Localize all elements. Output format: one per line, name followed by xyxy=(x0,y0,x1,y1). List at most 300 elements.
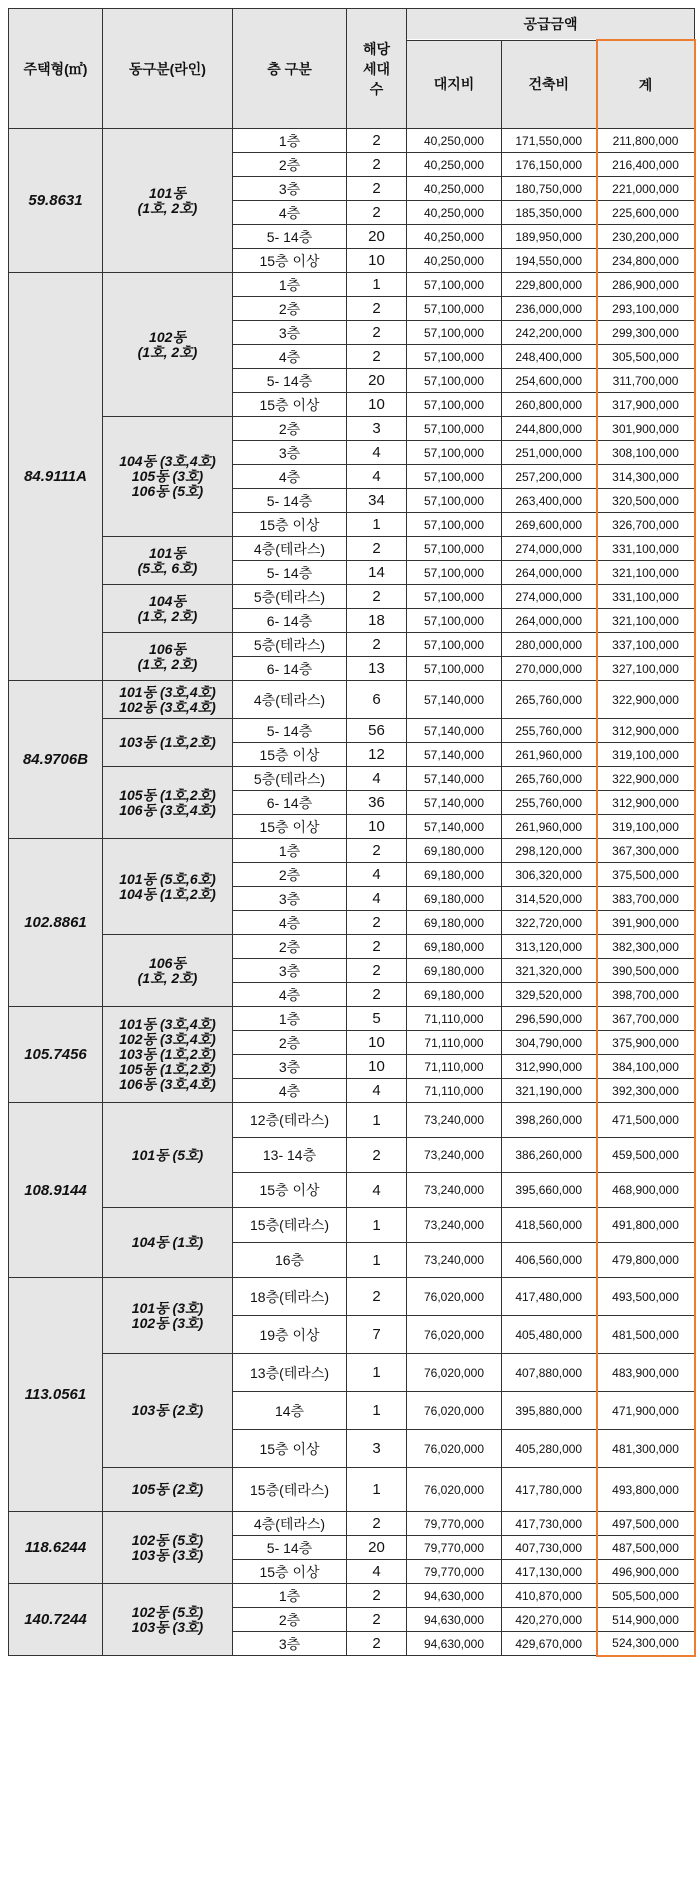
total-price-cell: 321,100,000 xyxy=(597,609,695,633)
floor-cell: 15층 이상 xyxy=(233,1560,347,1584)
land-cost-cell: 79,770,000 xyxy=(407,1536,502,1560)
building-cost-cell: 185,350,000 xyxy=(502,201,597,225)
building-cost-cell: 264,000,000 xyxy=(502,609,597,633)
floor-cell: 2층 xyxy=(233,1031,347,1055)
land-cost-cell: 76,020,000 xyxy=(407,1354,502,1392)
total-price-cell: 314,300,000 xyxy=(597,465,695,489)
building-cost-cell: 171,550,000 xyxy=(502,129,597,153)
dong-line-text: 104동 (3호,4호) xyxy=(119,453,216,469)
housing-type-cell: 102.8861 xyxy=(9,839,103,1007)
units-cell: 2 xyxy=(347,935,407,959)
dong-line-text: 102동 (5호) xyxy=(131,1531,204,1548)
units-cell: 2 xyxy=(347,177,407,201)
total-price-cell: 320,500,000 xyxy=(597,489,695,513)
land-cost-cell: 94,630,000 xyxy=(407,1584,502,1608)
building-cost-cell: 398,260,000 xyxy=(502,1103,597,1138)
dong-line-text: 103동 (2호) xyxy=(131,1402,204,1418)
dong-line-text: 105동 (3호) xyxy=(131,468,204,484)
floor-cell: 5- 14층 xyxy=(233,489,347,513)
dong-line-text: 106동 (3호,4호) xyxy=(119,801,216,818)
building-cost-cell: 265,760,000 xyxy=(502,681,597,719)
land-cost-cell: 69,180,000 xyxy=(407,839,502,863)
land-cost-cell: 94,630,000 xyxy=(407,1608,502,1632)
total-price-cell: 312,900,000 xyxy=(597,791,695,815)
units-cell: 4 xyxy=(347,1079,407,1103)
land-cost-cell: 69,180,000 xyxy=(407,887,502,911)
land-cost-cell: 69,180,000 xyxy=(407,959,502,983)
dong-line-text: 106동 (3호,4호) xyxy=(119,1076,216,1092)
dong-line-text: 103동 (3호) xyxy=(131,1546,204,1563)
floor-cell: 15층 이상 xyxy=(233,1173,347,1208)
total-price-cell: 331,100,000 xyxy=(597,537,695,561)
land-cost-cell: 73,240,000 xyxy=(407,1208,502,1243)
units-cell: 2 xyxy=(347,585,407,609)
floor-cell: 15층 이상 xyxy=(233,743,347,767)
land-cost-cell: 57,100,000 xyxy=(407,417,502,441)
building-cost-cell: 274,000,000 xyxy=(502,537,597,561)
units-cell: 10 xyxy=(347,1055,407,1079)
units-cell: 6 xyxy=(347,681,407,719)
dong-line-text: (1호, 2호) xyxy=(137,199,198,216)
land-cost-cell: 57,140,000 xyxy=(407,681,502,719)
total-price-cell: 305,500,000 xyxy=(597,345,695,369)
units-cell: 20 xyxy=(347,1536,407,1560)
building-cost-cell: 298,120,000 xyxy=(502,839,597,863)
land-cost-cell: 71,110,000 xyxy=(407,1007,502,1031)
units-cell: 4 xyxy=(347,441,407,465)
header-households-line: 수 xyxy=(369,80,384,97)
building-cost-cell: 417,730,000 xyxy=(502,1512,597,1536)
dong-line-text: 101동 (3호,4호) xyxy=(119,683,216,700)
total-price-cell: 293,100,000 xyxy=(597,297,695,321)
floor-cell: 6- 14층 xyxy=(233,657,347,681)
land-cost-cell: 57,100,000 xyxy=(407,537,502,561)
land-cost-cell: 69,180,000 xyxy=(407,911,502,935)
total-price-cell: 337,100,000 xyxy=(597,633,695,657)
floor-cell: 16층 xyxy=(233,1243,347,1278)
dong-line-cell xyxy=(103,1007,233,1103)
total-price-cell: 216,400,000 xyxy=(597,153,695,177)
building-cost-cell: 264,000,000 xyxy=(502,561,597,585)
building-cost-cell: 406,560,000 xyxy=(502,1243,597,1278)
total-price-cell: 483,900,000 xyxy=(597,1354,695,1392)
land-cost-cell: 57,100,000 xyxy=(407,633,502,657)
units-cell: 4 xyxy=(347,767,407,791)
dong-line-text: 101동 xyxy=(149,184,186,201)
building-cost-cell: 261,960,000 xyxy=(502,743,597,767)
floor-cell: 4층(테라스) xyxy=(233,681,347,719)
building-cost-cell: 418,560,000 xyxy=(502,1208,597,1243)
floor-cell: 3층 xyxy=(233,1055,347,1079)
total-price-cell: 367,700,000 xyxy=(597,1007,695,1031)
units-cell: 2 xyxy=(347,153,407,177)
floor-cell: 4층 xyxy=(233,465,347,489)
floor-cell: 5- 14층 xyxy=(233,225,347,249)
dong-line-text: 106동 (5호) xyxy=(131,483,204,499)
table-row xyxy=(9,839,695,863)
floor-cell: 15층(테라스) xyxy=(233,1468,347,1512)
land-cost-cell: 57,100,000 xyxy=(407,441,502,465)
building-cost-cell: 251,000,000 xyxy=(502,441,597,465)
dong-line-cell xyxy=(103,1468,233,1512)
total-price-cell: 327,100,000 xyxy=(597,657,695,681)
housing-type-cell: 84.9111A xyxy=(9,273,103,681)
dong-line-cell xyxy=(103,681,233,719)
dong-line-text: 103동 (1호,2호) xyxy=(119,734,216,750)
land-cost-cell: 57,100,000 xyxy=(407,561,502,585)
floor-cell: 5- 14층 xyxy=(233,719,347,743)
land-cost-cell: 57,100,000 xyxy=(407,321,502,345)
land-cost-cell: 73,240,000 xyxy=(407,1173,502,1208)
building-cost-cell: 180,750,000 xyxy=(502,177,597,201)
dong-line-text: 106동 xyxy=(149,954,186,971)
building-cost-cell: 304,790,000 xyxy=(502,1031,597,1055)
dong-line-text: 101동 (5호,6호) xyxy=(119,870,216,887)
land-cost-cell: 57,100,000 xyxy=(407,345,502,369)
units-cell: 3 xyxy=(347,417,407,441)
dong-line-cell xyxy=(103,417,233,537)
building-cost-cell: 329,520,000 xyxy=(502,983,597,1007)
units-cell: 2 xyxy=(347,1278,407,1316)
table-row xyxy=(9,1103,695,1138)
dong-line-text: 106동 xyxy=(149,640,186,657)
building-cost-cell: 386,260,000 xyxy=(502,1138,597,1173)
floor-cell: 4층(테라스) xyxy=(233,537,347,561)
total-price-cell: 375,500,000 xyxy=(597,863,695,887)
dong-line-cell xyxy=(103,585,233,633)
land-cost-cell: 40,250,000 xyxy=(407,177,502,201)
table-row xyxy=(9,633,695,657)
header-total: 계 xyxy=(597,40,695,129)
units-cell: 2 xyxy=(347,839,407,863)
dong-line-cell xyxy=(103,767,233,839)
land-cost-cell: 40,250,000 xyxy=(407,201,502,225)
dong-line-text: (5호, 6호) xyxy=(137,559,198,576)
dong-line-cell xyxy=(103,1208,233,1278)
land-cost-cell: 94,630,000 xyxy=(407,1632,502,1656)
land-cost-cell: 76,020,000 xyxy=(407,1316,502,1354)
building-cost-cell: 265,760,000 xyxy=(502,767,597,791)
land-cost-cell: 76,020,000 xyxy=(407,1392,502,1430)
units-cell: 4 xyxy=(347,887,407,911)
floor-cell: 19층 이상 xyxy=(233,1316,347,1354)
floor-cell: 5층(테라스) xyxy=(233,633,347,657)
dong-line-cell xyxy=(103,273,233,417)
units-cell: 18 xyxy=(347,609,407,633)
units-cell: 1 xyxy=(347,273,407,297)
total-price-cell: 321,100,000 xyxy=(597,561,695,585)
floor-cell: 15층 이상 xyxy=(233,249,347,273)
total-price-cell: 308,100,000 xyxy=(597,441,695,465)
land-cost-cell: 57,140,000 xyxy=(407,743,502,767)
units-cell: 2 xyxy=(347,537,407,561)
units-cell: 36 xyxy=(347,791,407,815)
dong-line-cell xyxy=(103,1512,233,1584)
units-cell: 10 xyxy=(347,393,407,417)
units-cell: 1 xyxy=(347,1354,407,1392)
units-cell: 7 xyxy=(347,1316,407,1354)
units-cell: 12 xyxy=(347,743,407,767)
table-row xyxy=(9,1468,695,1512)
units-cell: 2 xyxy=(347,911,407,935)
floor-cell: 13층(테라스) xyxy=(233,1354,347,1392)
units-cell: 2 xyxy=(347,321,407,345)
units-cell: 2 xyxy=(347,129,407,153)
land-cost-cell: 79,770,000 xyxy=(407,1512,502,1536)
building-cost-cell: 263,400,000 xyxy=(502,489,597,513)
floor-cell: 5- 14층 xyxy=(233,1536,347,1560)
total-price-cell: 505,500,000 xyxy=(597,1584,695,1608)
building-cost-cell: 405,480,000 xyxy=(502,1316,597,1354)
table-row xyxy=(9,1007,695,1031)
floor-cell: 4층 xyxy=(233,1079,347,1103)
dong-line-text: 102동 (3호,4호) xyxy=(119,698,216,715)
total-price-cell: 481,300,000 xyxy=(597,1430,695,1468)
building-cost-cell: 229,800,000 xyxy=(502,273,597,297)
header-dong-line: 동구분(라인) xyxy=(103,9,233,129)
table-row xyxy=(9,1278,695,1316)
dong-line-text: (1호, 2호) xyxy=(137,343,198,360)
table-row xyxy=(9,681,695,719)
dong-line-cell xyxy=(103,129,233,273)
units-cell: 4 xyxy=(347,465,407,489)
units-cell: 2 xyxy=(347,983,407,1007)
table-row xyxy=(9,129,695,153)
floor-cell: 2층 xyxy=(233,297,347,321)
land-cost-cell: 57,140,000 xyxy=(407,719,502,743)
header-households-line: 해당 xyxy=(362,40,391,57)
dong-line-text: 102동 (5호) xyxy=(131,1603,204,1620)
building-cost-cell: 313,120,000 xyxy=(502,935,597,959)
total-price-cell: 491,800,000 xyxy=(597,1208,695,1243)
floor-cell: 3층 xyxy=(233,959,347,983)
building-cost-cell: 280,000,000 xyxy=(502,633,597,657)
units-cell: 34 xyxy=(347,489,407,513)
units-cell: 1 xyxy=(347,1208,407,1243)
building-cost-cell: 410,870,000 xyxy=(502,1584,597,1608)
dong-line-cell xyxy=(103,839,233,935)
floor-cell: 5층(테라스) xyxy=(233,585,347,609)
building-cost-cell: 417,780,000 xyxy=(502,1468,597,1512)
building-cost-cell: 260,800,000 xyxy=(502,393,597,417)
total-price-cell: 384,100,000 xyxy=(597,1055,695,1079)
building-cost-cell: 257,200,000 xyxy=(502,465,597,489)
building-cost-cell: 236,000,000 xyxy=(502,297,597,321)
land-cost-cell: 73,240,000 xyxy=(407,1138,502,1173)
dong-line-text: 103동 (1호,2호) xyxy=(119,1046,216,1062)
total-price-cell: 471,500,000 xyxy=(597,1103,695,1138)
dong-line-text: 105동 (1호,2호) xyxy=(119,1061,216,1077)
dong-line-text: 105동 (2호) xyxy=(131,1481,204,1497)
total-price-cell: 319,100,000 xyxy=(597,815,695,839)
table-header xyxy=(9,9,695,129)
total-price-cell: 221,000,000 xyxy=(597,177,695,201)
floor-cell: 5층(테라스) xyxy=(233,767,347,791)
land-cost-cell: 57,100,000 xyxy=(407,513,502,537)
dong-line-text: 104동 xyxy=(149,592,186,609)
land-cost-cell: 69,180,000 xyxy=(407,863,502,887)
floor-cell: 1층 xyxy=(233,1007,347,1031)
header-building: 건축비 xyxy=(502,40,597,129)
building-cost-cell: 417,480,000 xyxy=(502,1278,597,1316)
building-cost-cell: 176,150,000 xyxy=(502,153,597,177)
table-body xyxy=(9,129,695,1656)
floor-cell: 18층(테라스) xyxy=(233,1278,347,1316)
units-cell: 3 xyxy=(347,1430,407,1468)
building-cost-cell: 269,600,000 xyxy=(502,513,597,537)
total-price-cell: 299,300,000 xyxy=(597,321,695,345)
housing-type-cell: 105.7456 xyxy=(9,1007,103,1103)
total-price-cell: 312,900,000 xyxy=(597,719,695,743)
floor-cell: 5- 14층 xyxy=(233,369,347,393)
floor-cell: 2층 xyxy=(233,417,347,441)
building-cost-cell: 248,400,000 xyxy=(502,345,597,369)
floor-cell: 15층 이상 xyxy=(233,513,347,537)
total-price-cell: 468,900,000 xyxy=(597,1173,695,1208)
table-row xyxy=(9,935,695,959)
units-cell: 56 xyxy=(347,719,407,743)
units-cell: 2 xyxy=(347,297,407,321)
dong-line-cell xyxy=(103,1103,233,1208)
floor-cell: 2층 xyxy=(233,935,347,959)
dong-line-text: 101동 (5호) xyxy=(131,1146,204,1163)
land-cost-cell: 69,180,000 xyxy=(407,935,502,959)
floor-cell: 3층 xyxy=(233,177,347,201)
housing-type-cell: 118.6244 xyxy=(9,1512,103,1584)
land-cost-cell: 57,100,000 xyxy=(407,393,502,417)
table-row xyxy=(9,1512,695,1536)
floor-cell: 4층 xyxy=(233,983,347,1007)
land-cost-cell: 79,770,000 xyxy=(407,1560,502,1584)
floor-cell: 12층(테라스) xyxy=(233,1103,347,1138)
land-cost-cell: 76,020,000 xyxy=(407,1468,502,1512)
units-cell: 1 xyxy=(347,513,407,537)
units-cell: 4 xyxy=(347,1560,407,1584)
building-cost-cell: 296,590,000 xyxy=(502,1007,597,1031)
housing-type-cell: 84.9706B xyxy=(9,681,103,839)
total-price-cell: 211,800,000 xyxy=(597,129,695,153)
dong-line-text: 103동 (3호) xyxy=(131,1618,204,1635)
total-price-cell: 390,500,000 xyxy=(597,959,695,983)
dong-line-text: 101동 (3호) xyxy=(131,1299,204,1316)
table-row xyxy=(9,1208,695,1243)
table-row xyxy=(9,537,695,561)
floor-cell: 6- 14층 xyxy=(233,791,347,815)
land-cost-cell: 76,020,000 xyxy=(407,1430,502,1468)
floor-cell: 6- 14층 xyxy=(233,609,347,633)
floor-cell: 15층 이상 xyxy=(233,1430,347,1468)
dong-line-text: (1호, 2호) xyxy=(137,607,198,624)
dong-line-cell xyxy=(103,1584,233,1656)
total-price-cell: 230,200,000 xyxy=(597,225,695,249)
land-cost-cell: 57,100,000 xyxy=(407,297,502,321)
dong-line-cell xyxy=(103,537,233,585)
land-cost-cell: 71,110,000 xyxy=(407,1055,502,1079)
dong-line-text: 102동 (3호) xyxy=(131,1314,204,1331)
land-cost-cell: 76,020,000 xyxy=(407,1278,502,1316)
total-price-cell: 487,500,000 xyxy=(597,1536,695,1560)
building-cost-cell: 407,880,000 xyxy=(502,1354,597,1392)
total-price-cell: 331,100,000 xyxy=(597,585,695,609)
land-cost-cell: 40,250,000 xyxy=(407,225,502,249)
building-cost-cell: 312,990,000 xyxy=(502,1055,597,1079)
land-cost-cell: 71,110,000 xyxy=(407,1031,502,1055)
land-cost-cell: 57,140,000 xyxy=(407,815,502,839)
header-households-line: 세대 xyxy=(362,60,391,77)
units-cell: 20 xyxy=(347,225,407,249)
dong-line-text: (1호, 2호) xyxy=(137,969,198,986)
units-cell: 5 xyxy=(347,1007,407,1031)
header-housing-type: 주택형(㎡) xyxy=(9,9,103,129)
units-cell: 4 xyxy=(347,1173,407,1208)
building-cost-cell: 322,720,000 xyxy=(502,911,597,935)
floor-cell: 4층 xyxy=(233,345,347,369)
total-price-cell: 383,700,000 xyxy=(597,887,695,911)
dong-line-text: (1호, 2호) xyxy=(137,655,198,672)
total-price-cell: 479,800,000 xyxy=(597,1243,695,1278)
dong-line-text: 104동 (1호,2호) xyxy=(119,885,216,902)
units-cell: 1 xyxy=(347,1103,407,1138)
total-price-cell: 493,500,000 xyxy=(597,1278,695,1316)
total-price-cell: 317,900,000 xyxy=(597,393,695,417)
total-price-cell: 286,900,000 xyxy=(597,273,695,297)
land-cost-cell: 57,100,000 xyxy=(407,369,502,393)
building-cost-cell: 395,880,000 xyxy=(502,1392,597,1430)
units-cell: 1 xyxy=(347,1468,407,1512)
units-cell: 10 xyxy=(347,815,407,839)
dong-line-text: 105동 (1호,2호) xyxy=(119,786,216,803)
total-price-cell: 481,500,000 xyxy=(597,1316,695,1354)
units-cell: 4 xyxy=(347,863,407,887)
floor-cell: 14층 xyxy=(233,1392,347,1430)
total-price-cell: 322,900,000 xyxy=(597,681,695,719)
floor-cell: 1층 xyxy=(233,1584,347,1608)
land-cost-cell: 57,140,000 xyxy=(407,791,502,815)
table-row xyxy=(9,719,695,743)
units-cell: 20 xyxy=(347,369,407,393)
building-cost-cell: 189,950,000 xyxy=(502,225,597,249)
floor-cell: 13- 14층 xyxy=(233,1138,347,1173)
dong-line-cell xyxy=(103,633,233,681)
land-cost-cell: 57,100,000 xyxy=(407,609,502,633)
header-land: 대지비 xyxy=(407,40,502,129)
total-price-cell: 459,500,000 xyxy=(597,1138,695,1173)
housing-type-cell: 113.0561 xyxy=(9,1278,103,1512)
building-cost-cell: 395,660,000 xyxy=(502,1173,597,1208)
housing-type-cell: 108.9144 xyxy=(9,1103,103,1278)
total-price-cell: 514,900,000 xyxy=(597,1608,695,1632)
land-cost-cell: 69,180,000 xyxy=(407,983,502,1007)
building-cost-cell: 254,600,000 xyxy=(502,369,597,393)
dong-line-text: 101동 xyxy=(149,544,186,561)
total-price-cell: 497,500,000 xyxy=(597,1512,695,1536)
land-cost-cell: 57,100,000 xyxy=(407,585,502,609)
header-supply-amount: 공급금액 xyxy=(407,9,695,41)
total-price-cell: 326,700,000 xyxy=(597,513,695,537)
dong-line-text: 104동 (1호) xyxy=(131,1234,204,1250)
housing-type-cell: 140.7244 xyxy=(9,1584,103,1656)
land-cost-cell: 57,100,000 xyxy=(407,465,502,489)
header-households xyxy=(347,9,407,129)
building-cost-cell: 270,000,000 xyxy=(502,657,597,681)
units-cell: 10 xyxy=(347,249,407,273)
units-cell: 2 xyxy=(347,201,407,225)
units-cell: 2 xyxy=(347,345,407,369)
land-cost-cell: 57,100,000 xyxy=(407,273,502,297)
floor-cell: 5- 14층 xyxy=(233,561,347,585)
floor-cell: 2층 xyxy=(233,1608,347,1632)
building-cost-cell: 314,520,000 xyxy=(502,887,597,911)
